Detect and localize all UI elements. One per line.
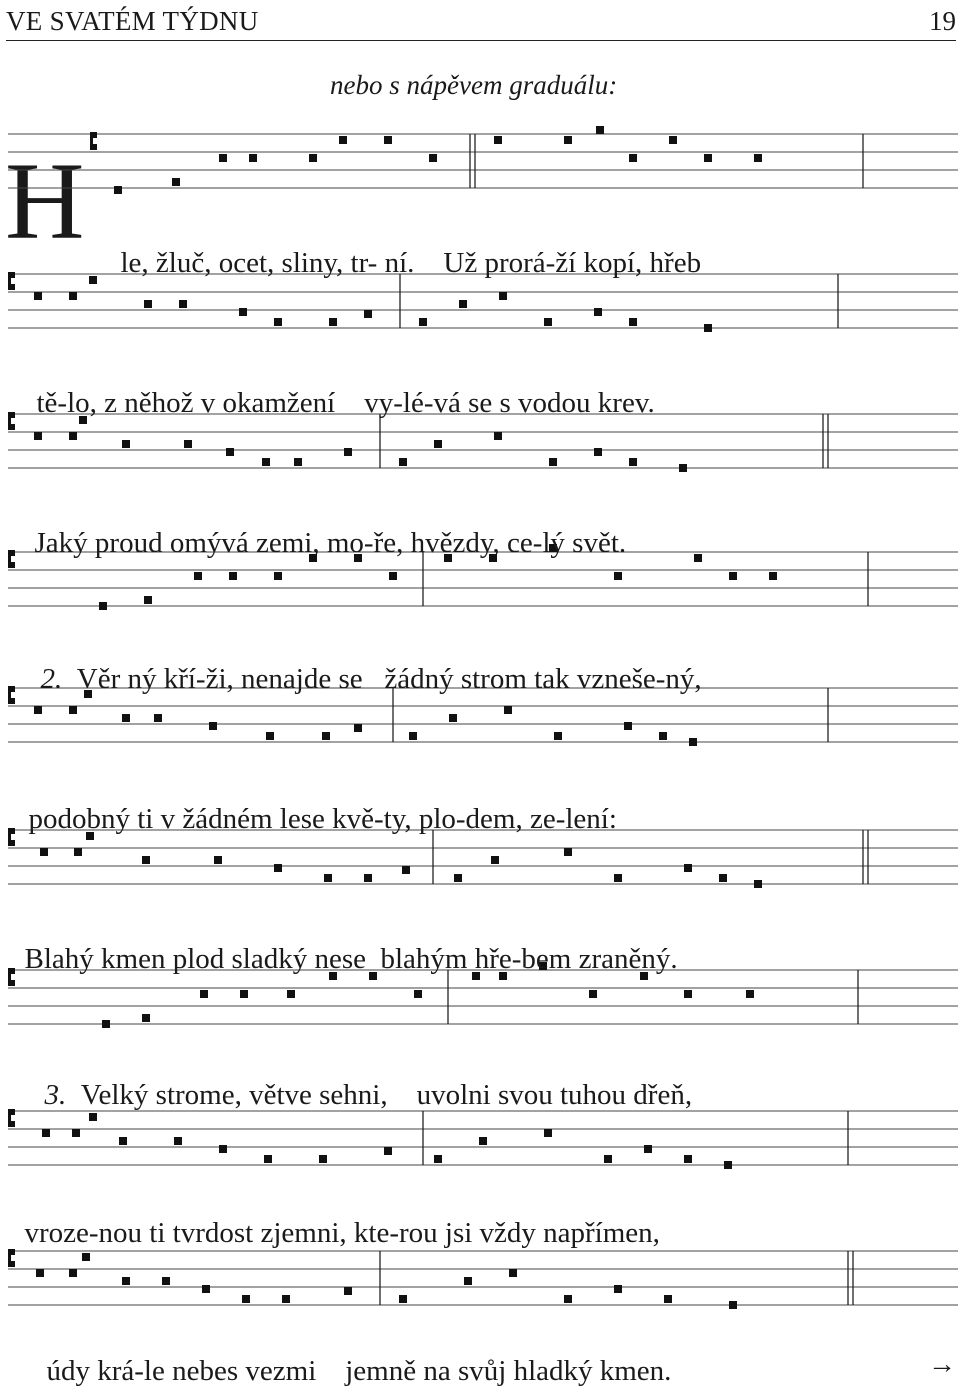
neume-note [754, 880, 762, 888]
neume-note [219, 1145, 227, 1153]
neume-note [114, 186, 122, 194]
neume-note [694, 554, 702, 562]
neume-note [494, 432, 502, 440]
lyric-line [20, 494, 626, 560]
neume-note [34, 706, 42, 714]
lyric-text: Jaký proud omývá zemi, mo-ře, hvězdy, ce-lý svět. [34, 527, 627, 559]
lyric-text: le, žluč, ocet, sliny, tr- ní. Už prorá-ží kopí, hřeb [120, 247, 702, 279]
neume-note [162, 1277, 170, 1285]
neume-note [74, 848, 82, 856]
neume-note [504, 706, 512, 714]
neume-note [769, 572, 777, 580]
neume-note [459, 300, 467, 308]
lyric-text: údy krá-le nebes vezmi jemně na svůj hladký kmen. [46, 1355, 672, 1387]
c-clef-icon [8, 686, 15, 704]
neume-note [414, 990, 422, 998]
neume-note [389, 572, 397, 580]
c-clef-icon [90, 132, 97, 150]
staff-8 [8, 1107, 958, 1167]
lyric-text: podobný ti v žádném lese kvě-ty, plo-dem, ze-lení: [28, 803, 617, 835]
neume-note [684, 1155, 692, 1163]
neume-note [34, 292, 42, 300]
neume-note [239, 308, 247, 316]
neume-note [384, 136, 392, 144]
neume-note [354, 724, 362, 732]
neume-note [729, 1301, 737, 1309]
neume-note [434, 440, 442, 448]
neume-note [544, 318, 552, 326]
neume-note [629, 318, 637, 326]
neume-note [122, 714, 130, 722]
c-clef-icon [8, 1249, 15, 1267]
neume-note [719, 874, 727, 882]
neume-note [99, 602, 107, 610]
neume-note [262, 458, 270, 466]
neume-note [226, 448, 234, 456]
lyric-line [106, 214, 701, 280]
neume-note [69, 706, 77, 714]
neume-note [629, 154, 637, 162]
running-header [6, 4, 956, 41]
neume-note [402, 866, 410, 874]
intro-note: nebo s nápěvem graduálu: [330, 70, 618, 100]
lyric-text: Věr ný kří-ži, nenajde se žádný strom tak vzneše-ný, [76, 663, 702, 695]
neume-note [154, 714, 162, 722]
c-clef-icon [8, 1109, 15, 1127]
neume-note [644, 1145, 652, 1153]
neume-note [594, 308, 602, 316]
neume-note [200, 990, 208, 998]
neume-note [564, 136, 572, 144]
neume-note [449, 714, 457, 722]
neume-note [729, 572, 737, 580]
neume-note [684, 990, 692, 998]
neume-note [689, 738, 697, 746]
neume-note [664, 1295, 672, 1303]
verse-number: 3. [44, 1079, 67, 1111]
neume-note [274, 318, 282, 326]
neume-note [564, 1295, 572, 1303]
running-title: VE SVATÉM TÝDNU [6, 6, 259, 36]
neume-note [40, 848, 48, 856]
neume-note [594, 448, 602, 456]
neume-note [704, 324, 712, 332]
lyric-line [22, 354, 655, 420]
neume-note [319, 1155, 327, 1163]
neume-note [36, 1269, 44, 1277]
neume-note [564, 848, 572, 856]
neume-note [287, 990, 295, 998]
neume-note [119, 1137, 127, 1145]
neume-note [399, 458, 407, 466]
neume-note [240, 990, 248, 998]
chant-staff-svg [8, 1107, 958, 1167]
c-clef-icon [8, 412, 15, 430]
neume-note [202, 1285, 210, 1293]
neume-note [282, 1295, 290, 1303]
neume-note [554, 732, 562, 740]
neume-note [249, 154, 257, 162]
neume-note [339, 136, 347, 144]
neume-note [324, 874, 332, 882]
lyric-line [10, 1184, 660, 1250]
lyric-line [26, 630, 702, 696]
initial-letter: H [5, 140, 85, 262]
page-number: 19 [929, 6, 956, 36]
c-clef-icon [8, 550, 15, 568]
chant-staff-svg [8, 1247, 958, 1307]
chant-staff-svg [8, 130, 958, 190]
neume-note [344, 1287, 352, 1295]
neume-note [614, 572, 622, 580]
neume-note [614, 874, 622, 882]
neume-note [604, 1155, 612, 1163]
neume-note [142, 1014, 150, 1022]
neume-note [69, 292, 77, 300]
neume-note [219, 154, 227, 162]
neume-note [322, 732, 330, 740]
neume-note [214, 856, 222, 864]
neume-note [589, 990, 597, 998]
neume-note [89, 276, 97, 284]
neume-note [499, 292, 507, 300]
neume-note [399, 1295, 407, 1303]
neume-note [419, 318, 427, 326]
neume-note [242, 1295, 250, 1303]
neume-note [659, 732, 667, 740]
neume-note [144, 596, 152, 604]
neume-note [454, 874, 462, 882]
neume-note [89, 1113, 97, 1121]
neume-note [384, 1147, 392, 1155]
neume-note [144, 300, 152, 308]
neume-note [364, 874, 372, 882]
c-clef-icon [8, 272, 15, 290]
neume-note [42, 1129, 50, 1137]
neume-note [102, 1020, 110, 1028]
neume-note [174, 1137, 182, 1145]
neume-note [344, 448, 352, 456]
neume-note [491, 856, 499, 864]
lyric-text: vroze-nou ti tvrdost zjemni, kte-rou jsi vždy napřímen, [24, 1217, 660, 1249]
neume-note [274, 864, 282, 872]
lyric-text: Velký strome, větve sehni, uvolni svou tuhou dřeň, [80, 1079, 693, 1111]
neume-note [629, 458, 637, 466]
neume-note [69, 1269, 77, 1277]
neume-note [69, 432, 77, 440]
neume-note [266, 732, 274, 740]
neume-note [364, 310, 372, 318]
neume-note [596, 126, 604, 134]
neume-note [34, 432, 42, 440]
neume-note [122, 440, 130, 448]
neume-note [684, 864, 692, 872]
neume-note [704, 154, 712, 162]
neume-note [724, 1161, 732, 1169]
neume-note [179, 300, 187, 308]
neume-note [294, 458, 302, 466]
neume-note [679, 464, 687, 472]
lyric-line [14, 770, 617, 836]
neume-note [209, 722, 217, 730]
neume-note [614, 1285, 622, 1293]
neume-note [274, 572, 282, 580]
lyric-text: tě-lo, z něhož v okamžení vy-lé-vá se s vodou krev. [36, 387, 655, 419]
neume-note [72, 1129, 80, 1137]
neume-note [669, 136, 677, 144]
arrow-right-icon: → [928, 1349, 956, 1380]
neume-note [544, 1129, 552, 1137]
neume-note [494, 136, 502, 144]
neume-note [142, 856, 150, 864]
staff-9 [8, 1247, 958, 1307]
lyric-line [30, 1046, 692, 1112]
neume-note [429, 154, 437, 162]
neume-note [754, 154, 762, 162]
neume-note [479, 1137, 487, 1145]
neume-note [409, 732, 417, 740]
neume-note [82, 1253, 90, 1261]
neume-note [434, 1155, 442, 1163]
neume-note [122, 1277, 130, 1285]
neume-note [184, 440, 192, 448]
neume-note [329, 318, 337, 326]
verse-number: 2. [40, 663, 63, 695]
neume-note [229, 572, 237, 580]
lyric-line [32, 1322, 671, 1388]
lyric-text: Blahý kmen plod sladký nese blahým hře-bem zraněný. [24, 943, 678, 975]
neume-note [309, 154, 317, 162]
lyric-line [10, 910, 678, 976]
neume-note [172, 178, 180, 186]
neume-note [194, 572, 202, 580]
neume-note [624, 722, 632, 730]
staff-1 [8, 130, 958, 190]
neume-note [549, 458, 557, 466]
neume-note [264, 1155, 272, 1163]
neume-note [746, 990, 754, 998]
neume-note [509, 1269, 517, 1277]
neume-note [464, 1277, 472, 1285]
